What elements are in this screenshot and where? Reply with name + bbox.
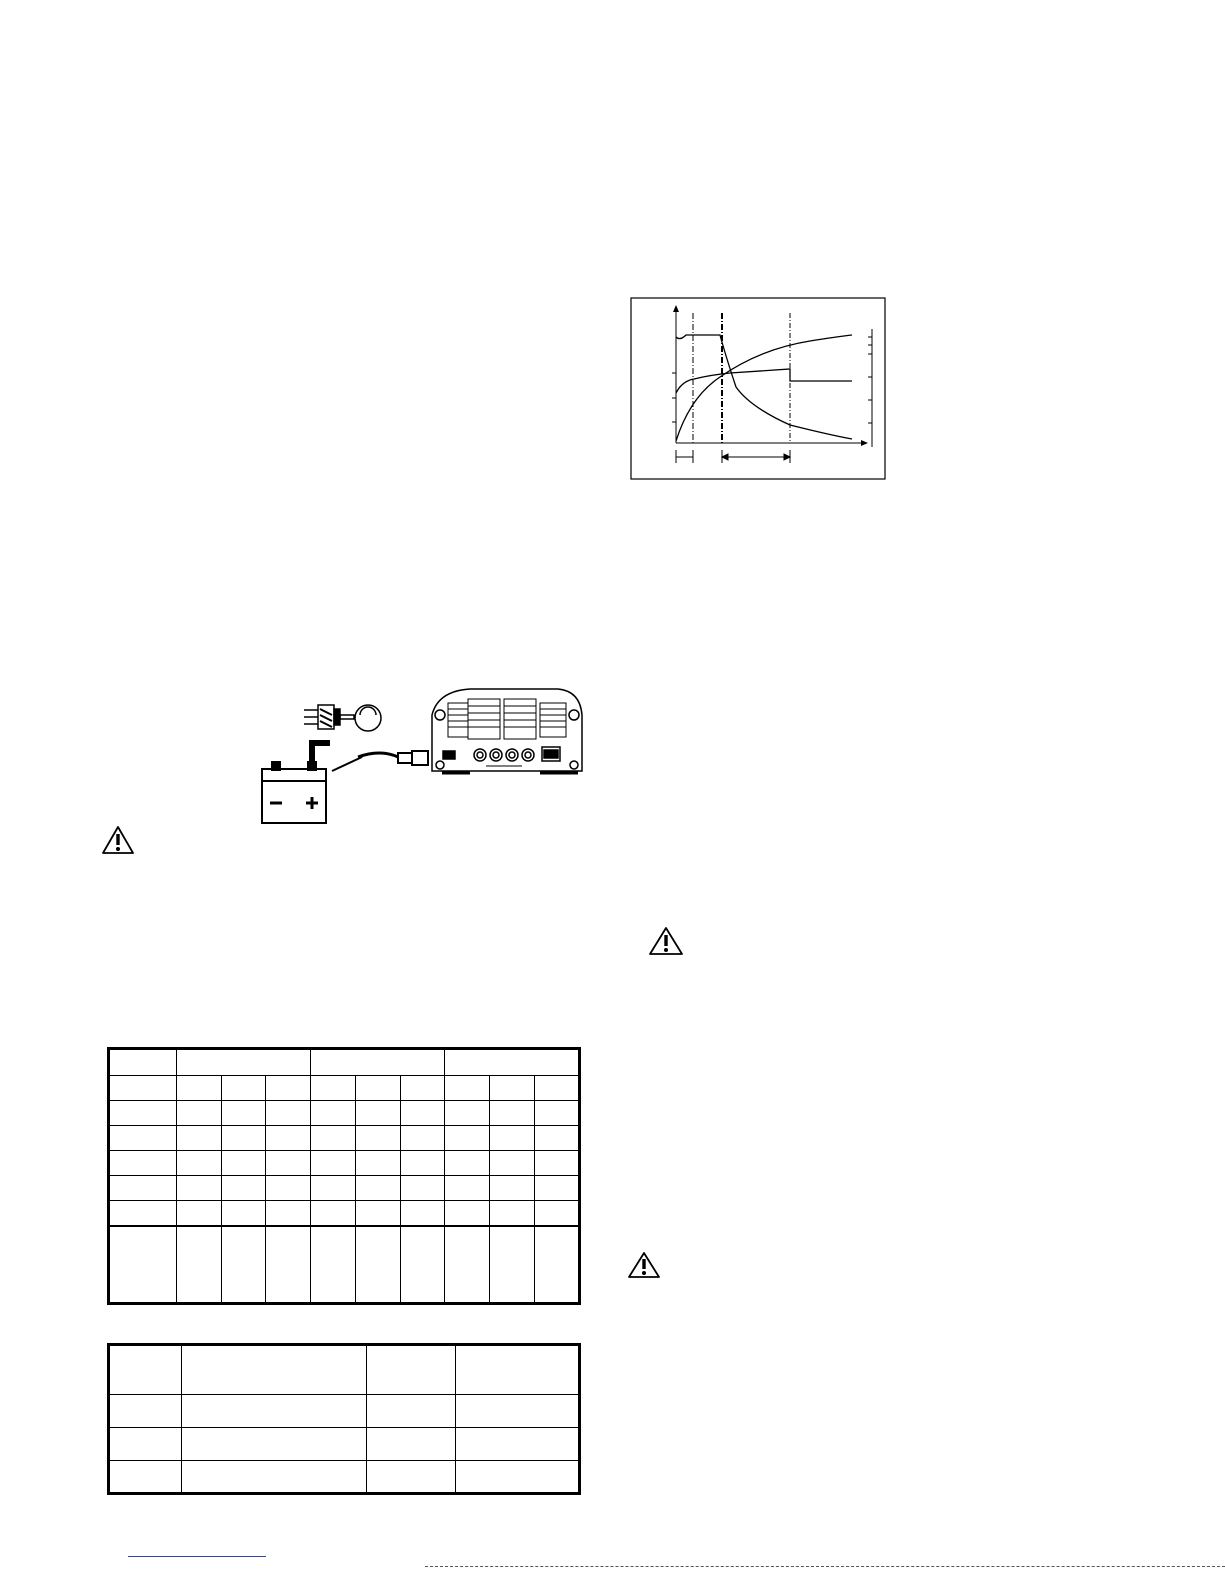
- table-cell: [456, 1395, 580, 1428]
- battery-icon: [262, 743, 330, 823]
- charge-curve-chart: [630, 297, 886, 480]
- table-cell: [182, 1461, 367, 1494]
- table-cell: [456, 1428, 580, 1461]
- table-cell: [445, 1176, 490, 1201]
- table-cell: [109, 1226, 177, 1304]
- table-cell: [266, 1076, 311, 1101]
- table-cell: [311, 1101, 356, 1126]
- specification-table-2: [107, 1343, 581, 1495]
- table-cell: [367, 1461, 456, 1494]
- table-row: [109, 1176, 580, 1201]
- wiring-diagram: [240, 685, 585, 827]
- table-row: [109, 1226, 580, 1304]
- table-cell: [445, 1226, 490, 1304]
- table-cell: [266, 1201, 311, 1226]
- specification-table-1: [107, 1047, 581, 1305]
- table-cell: [177, 1076, 222, 1101]
- table-cell: [356, 1126, 401, 1151]
- table-cell: [182, 1395, 367, 1428]
- table-cell: [456, 1461, 580, 1494]
- table-cell: [490, 1176, 535, 1201]
- table-cell: [490, 1151, 535, 1176]
- table-cell: [222, 1151, 266, 1176]
- table-cell: [535, 1126, 580, 1151]
- warning-triangle-icon: [627, 1251, 661, 1279]
- table-cell: [311, 1151, 356, 1176]
- table-cell: [109, 1345, 182, 1395]
- table-cell: [109, 1049, 177, 1076]
- table-cell: [401, 1226, 445, 1304]
- table-cell: [356, 1226, 401, 1304]
- table-row: [109, 1428, 580, 1461]
- table-cell: [177, 1226, 222, 1304]
- table-cell: [490, 1226, 535, 1304]
- table-cell: [222, 1226, 266, 1304]
- table-row: [109, 1461, 580, 1494]
- table-cell: [367, 1345, 456, 1395]
- table-cell: [445, 1151, 490, 1176]
- table-cell: [490, 1201, 535, 1226]
- table-cell: [445, 1201, 490, 1226]
- table-cell: [401, 1201, 445, 1226]
- table-cell: [109, 1176, 177, 1201]
- table-cell: [356, 1151, 401, 1176]
- table-row: [109, 1395, 580, 1428]
- table-cell: [266, 1101, 311, 1126]
- table-cell: [445, 1076, 490, 1101]
- charge-curve-diagram: [630, 297, 886, 480]
- table-cell: [401, 1101, 445, 1126]
- table-cell: [311, 1126, 356, 1151]
- chart-frame: [631, 298, 885, 479]
- table-cell: [490, 1126, 535, 1151]
- table-cell: [535, 1101, 580, 1126]
- table-cell: [490, 1076, 535, 1101]
- table-row: [109, 1201, 580, 1226]
- table-cell: [356, 1201, 401, 1226]
- ignition-key-icon: [304, 705, 381, 731]
- table-cell: [266, 1126, 311, 1151]
- table-row: [109, 1101, 580, 1126]
- table-row: [109, 1076, 580, 1101]
- table-cell: [311, 1226, 356, 1304]
- table-cell: [222, 1076, 266, 1101]
- table-cell: [490, 1101, 535, 1126]
- table-cell: [266, 1151, 311, 1176]
- table-cell: [177, 1126, 222, 1151]
- table-cell: [535, 1226, 580, 1304]
- table-cell: [535, 1176, 580, 1201]
- table-cell: [401, 1151, 445, 1176]
- table-cell: [356, 1076, 401, 1101]
- table-cell: [109, 1395, 182, 1428]
- table-cell: [177, 1101, 222, 1126]
- table-cell: [311, 1201, 356, 1226]
- wiring-illustration: [240, 685, 585, 827]
- table-cell: [109, 1201, 177, 1226]
- cable: [332, 751, 428, 771]
- table-cell: [182, 1345, 367, 1395]
- table-cell: [401, 1076, 445, 1101]
- table-cell: [266, 1176, 311, 1201]
- table-row: [109, 1126, 580, 1151]
- table-cell: [445, 1049, 580, 1076]
- table-cell: [535, 1151, 580, 1176]
- table-header-row: [109, 1345, 580, 1395]
- table-cell: [109, 1428, 182, 1461]
- table-cell: [311, 1076, 356, 1101]
- footer-dashed-rule: [425, 1566, 1225, 1567]
- table-cell: [266, 1226, 311, 1304]
- table-cell: [311, 1049, 445, 1076]
- table-cell: [445, 1101, 490, 1126]
- table-cell: [311, 1176, 356, 1201]
- table-cell: [109, 1126, 177, 1151]
- table-cell: [401, 1126, 445, 1151]
- table-cell: [356, 1176, 401, 1201]
- table-cell: [222, 1101, 266, 1126]
- warning-triangle-icon: [648, 926, 684, 956]
- footer-link-underline[interactable]: [128, 1556, 266, 1557]
- table-cell: [222, 1201, 266, 1226]
- table-cell: [222, 1126, 266, 1151]
- table-cell: [222, 1176, 266, 1201]
- table-cell: [535, 1076, 580, 1101]
- table-cell: [182, 1428, 367, 1461]
- table-cell: [109, 1076, 177, 1101]
- table-cell: [367, 1428, 456, 1461]
- table-cell: [445, 1126, 490, 1151]
- table-cell: [109, 1461, 182, 1494]
- table-cell: [177, 1151, 222, 1176]
- table-cell: [177, 1049, 311, 1076]
- table-cell: [109, 1101, 177, 1126]
- charger-unit: [432, 689, 582, 773]
- table-cell: [177, 1201, 222, 1226]
- table-header-row: [109, 1049, 580, 1076]
- table-cell: [535, 1201, 580, 1226]
- table-cell: [401, 1176, 445, 1201]
- table-row: [109, 1151, 580, 1176]
- table-cell: [456, 1345, 580, 1395]
- warning-triangle-icon: [101, 825, 135, 855]
- table-cell: [356, 1101, 401, 1126]
- table-cell: [109, 1151, 177, 1176]
- table-cell: [367, 1395, 456, 1428]
- table-cell: [177, 1176, 222, 1201]
